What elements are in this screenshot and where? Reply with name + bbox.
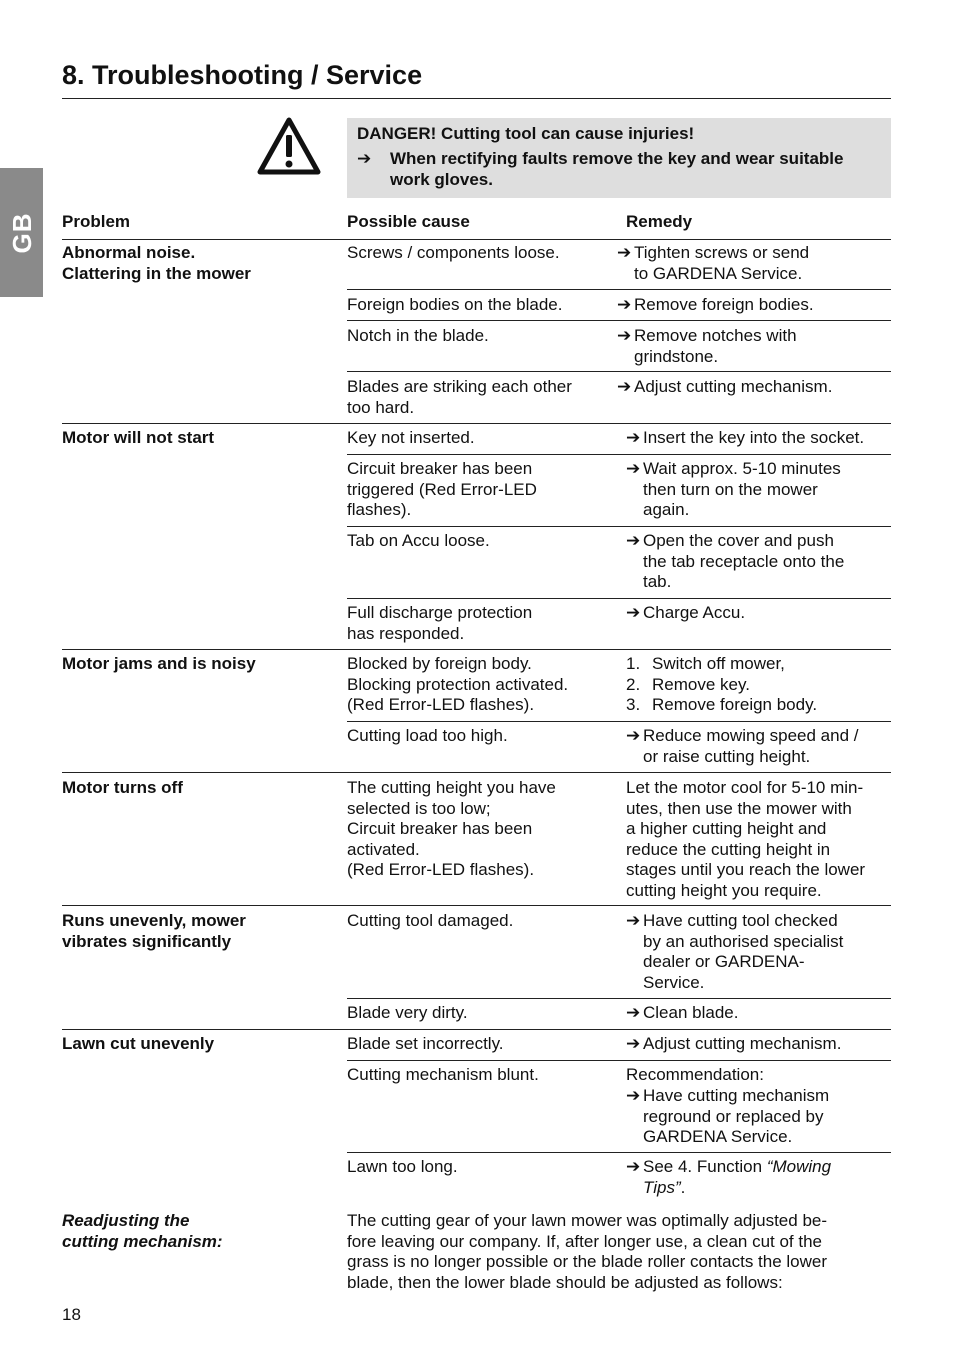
remedy-text: Wait approx. 5-10 minutes then turn on the mower again. <box>643 459 841 519</box>
remedy <box>626 1034 841 1055</box>
problem: Motor jams and is noisy <box>62 654 256 673</box>
arrow-icon: ➔ <box>626 1157 641 1176</box>
remedy-text-part: See 4. Function <box>643 1157 767 1176</box>
remedy <box>626 603 745 624</box>
section-title: 8. Troubleshooting / Service <box>62 60 423 90</box>
remedy-step <box>626 695 817 716</box>
possible-cause: Blade set incorrectly. <box>347 1034 504 1053</box>
remedy-text-part: . <box>680 1177 686 1197</box>
danger-instruction-line: work gloves. <box>390 169 493 189</box>
language-tab <box>0 168 43 297</box>
possible-cause: Circuit breaker has been triggered (Red Error-LED flashes). <box>347 459 537 519</box>
remedy: Recommendation: <box>626 1065 764 1084</box>
remedy-text: Remove notches with grindstone. <box>634 326 797 366</box>
arrow-icon: ➔ <box>626 1086 641 1105</box>
header-divider <box>62 239 891 240</box>
group-divider <box>62 423 891 424</box>
remedy-text: Reduce mowing speed and / or raise cutting height. <box>643 726 859 766</box>
possible-cause: Screws / components loose. <box>347 243 560 262</box>
arrow-icon: ➔ <box>626 1003 641 1022</box>
possible-cause: Blades are striking each other too hard. <box>347 377 572 417</box>
row-divider <box>347 1060 891 1061</box>
step-number: 1. <box>626 654 641 673</box>
problem: Abnormal noise. Clattering in the mower <box>62 243 251 283</box>
remedy <box>626 1086 829 1148</box>
row-divider <box>347 998 891 999</box>
warning-triangle-icon <box>256 116 322 176</box>
problem: Lawn cut unevenly <box>62 1034 215 1053</box>
row-divider <box>347 371 891 372</box>
remedy <box>626 1003 738 1024</box>
header-possible-cause: Possible cause <box>347 212 470 231</box>
arrow-icon: ➔ <box>626 911 641 930</box>
arrow-icon: ➔ <box>626 459 641 478</box>
possible-cause: Blade very dirty. <box>347 1003 468 1022</box>
remedy-text: Remove key. <box>652 675 750 694</box>
remedy-text: Switch off mower, <box>652 654 785 673</box>
remedy-text: Open the cover and push the tab receptacle onto the tab. <box>643 531 845 591</box>
arrow-icon: ➔ <box>626 726 641 745</box>
danger-instruction-text <box>390 149 843 190</box>
row-divider <box>347 320 891 321</box>
remedy: Let the motor cool for 5-10 min- utes, then use the mower with a higher cutting height and reduce the cutting height in stages until you reach the lower cutting height you require. <box>626 778 866 900</box>
remedy <box>626 726 858 767</box>
remedy <box>617 295 814 316</box>
remedy-step <box>626 675 750 696</box>
language-tab-label: GB <box>6 212 37 253</box>
step-number: 2. <box>626 675 641 694</box>
remedy-text: Insert the key into the socket. <box>643 428 865 447</box>
possible-cause: Tab on Accu loose. <box>347 531 490 550</box>
row-divider <box>347 721 891 722</box>
remedy <box>617 377 832 398</box>
remedy-text <box>643 1157 831 1198</box>
step-number: 3. <box>626 695 641 714</box>
danger-instruction-line: When rectifying faults remove the key and wear suitable <box>390 149 844 168</box>
row-divider <box>347 454 891 455</box>
remedy-text: Have cutting mechanism reground or replaced by GARDENA Service. <box>643 1086 830 1146</box>
possible-cause: The cutting height you have selected is too low; Circuit breaker has been activated. (Red Error-LED flashes). <box>347 778 556 879</box>
possible-cause: Foreign bodies on the blade. <box>347 295 563 314</box>
row-divider <box>347 1152 891 1153</box>
possible-cause: Cutting tool damaged. <box>347 911 514 930</box>
remedy-reference: “Mowing Tips” <box>643 1157 832 1197</box>
possible-cause: Blocked by foreign body. Blocking protection activated. (Red Error-LED flashes). <box>347 654 569 714</box>
row-divider <box>347 526 891 527</box>
possible-cause: Key not inserted. <box>347 428 475 447</box>
problem: Motor turns off <box>62 778 183 797</box>
arrow-icon: ➔ <box>626 428 641 447</box>
group-divider <box>62 772 891 773</box>
danger-instruction <box>357 149 881 190</box>
group-divider <box>62 905 891 906</box>
remedy-step <box>626 654 785 675</box>
remedy <box>626 911 843 993</box>
arrow-icon: ➔ <box>617 326 632 345</box>
remedy-text: Remove foreign bodies. <box>634 295 814 314</box>
remedy-text: Adjust cutting mechanism. <box>634 377 833 396</box>
readjust-heading: Readjusting the cutting mechanism: <box>62 1211 223 1251</box>
possible-cause: Lawn too long. <box>347 1157 458 1176</box>
possible-cause: Notch in the blade. <box>347 326 489 345</box>
possible-cause: Cutting load too high. <box>347 726 508 745</box>
remedy-text: Tighten screws or send to GARDENA Service. <box>634 243 810 283</box>
danger-title: DANGER! Cutting tool can cause injuries! <box>357 124 695 143</box>
problem: Runs unevenly, mower vibrates significantly <box>62 911 246 951</box>
header-remedy: Remedy <box>626 212 693 231</box>
row-divider <box>347 598 891 599</box>
remedy-text: Clean blade. <box>643 1003 739 1022</box>
header-problem: Problem <box>62 212 131 231</box>
group-divider <box>62 649 891 650</box>
remedy-text: Adjust cutting mechanism. <box>643 1034 842 1053</box>
arrow-icon: ➔ <box>626 531 641 550</box>
problem: Motor will not start <box>62 428 215 447</box>
remedy-text: Charge Accu. <box>643 603 746 622</box>
row-divider <box>347 289 891 290</box>
arrow-icon: ➔ <box>626 1034 641 1053</box>
arrow-icon: ➔ <box>617 295 632 314</box>
remedy <box>626 428 864 449</box>
arrow-icon: ➔ <box>617 377 632 396</box>
remedy-text: Have cutting tool checked by an authorised specialist dealer or GARDENA- Service. <box>643 911 844 992</box>
page-number: 18 <box>62 1305 81 1324</box>
arrow-icon: ➔ <box>617 243 632 262</box>
arrow-icon: ➔ <box>357 149 372 168</box>
readjust-body: The cutting gear of your lawn mower was optimally adjusted be- fore leaving our company. If, after longer use, a clean cut of the grass is no longer possible or the blade roller contacts the lower blade, then the lower blade should be adjusted as follows: <box>347 1211 828 1292</box>
remedy <box>626 531 844 593</box>
title-divider <box>62 98 891 99</box>
remedy <box>617 243 809 284</box>
group-divider <box>62 1029 891 1030</box>
remedy <box>617 326 797 367</box>
remedy-text: Remove foreign body. <box>652 695 818 714</box>
remedy <box>626 459 841 521</box>
danger-notice <box>347 118 891 198</box>
remedy <box>626 1157 831 1198</box>
possible-cause: Full discharge protection has responded. <box>347 603 533 643</box>
arrow-icon: ➔ <box>626 603 641 622</box>
possible-cause: Cutting mechanism blunt. <box>347 1065 539 1084</box>
